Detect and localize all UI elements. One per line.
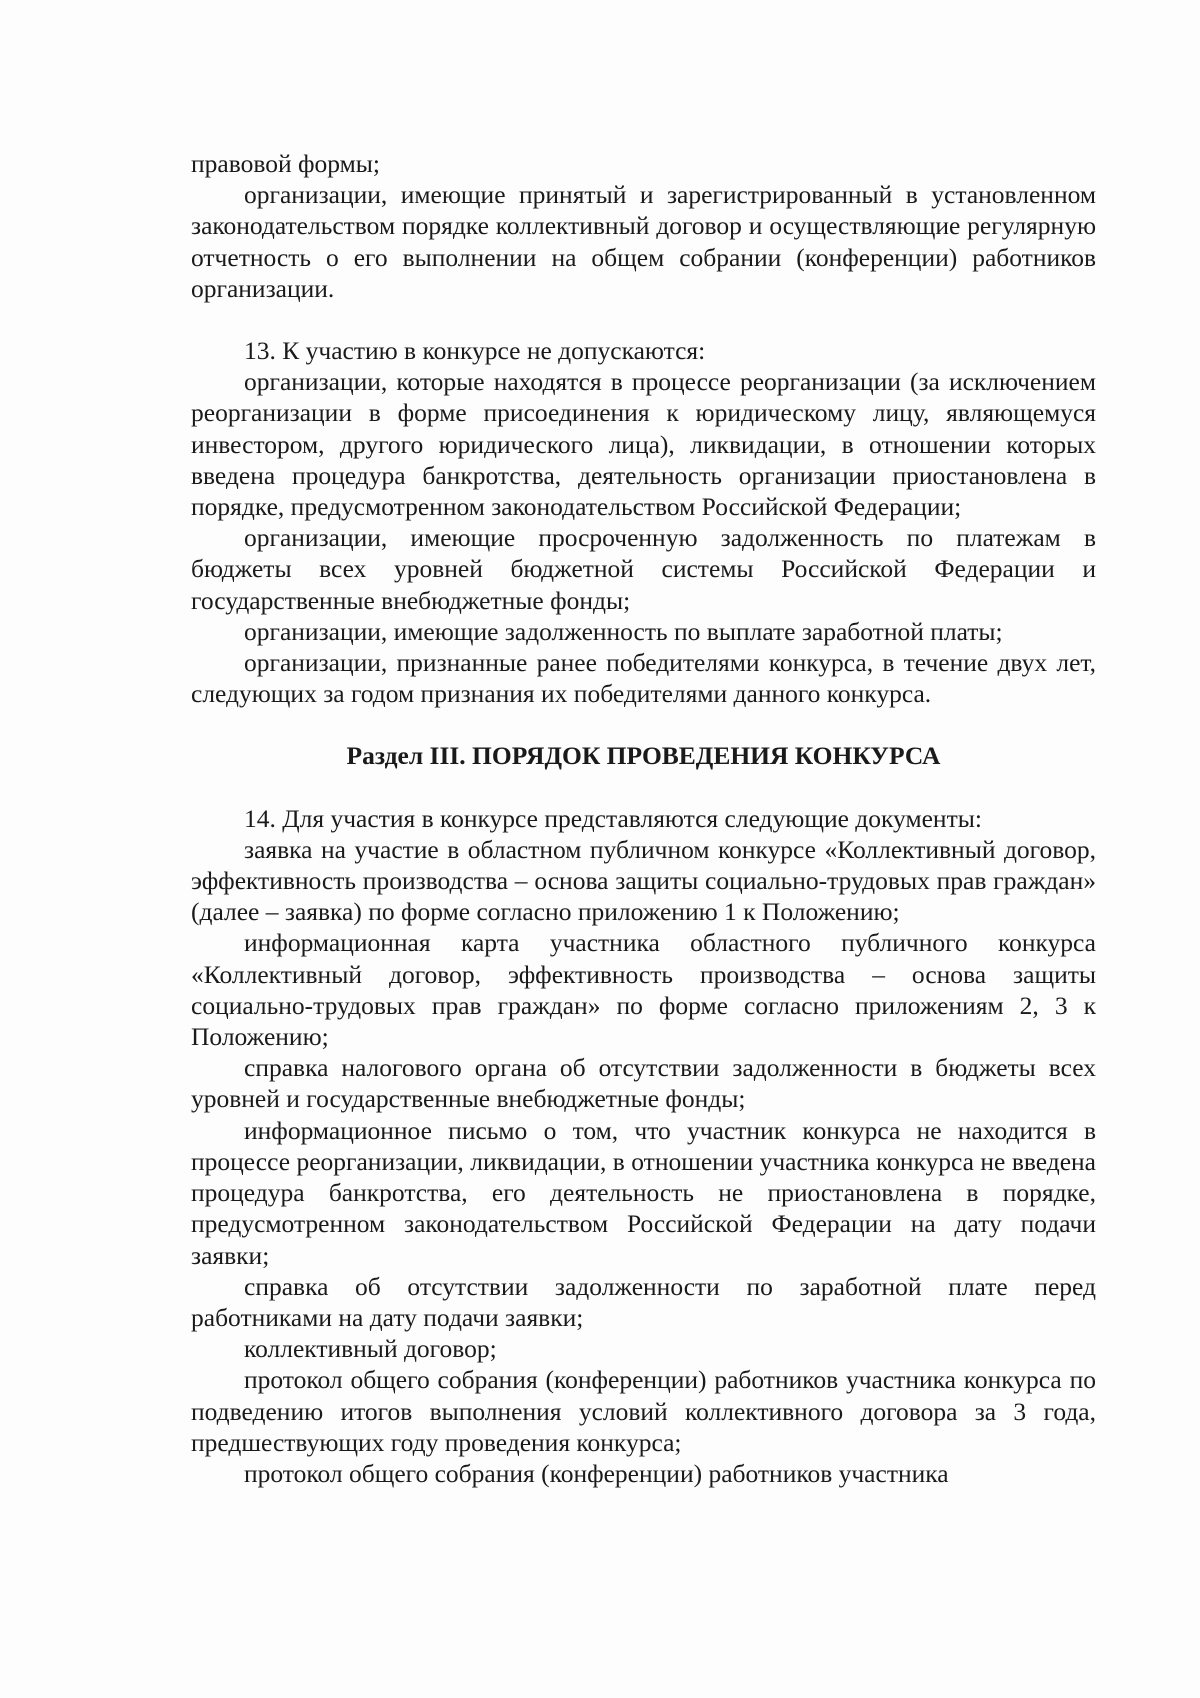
- section-14-item: справка налогового органа об отсутствии задолженности в бюджеты всех уровней и государственные внебюджетные фонды;: [191, 1053, 1096, 1114]
- section-14-item: коллективный договор;: [244, 1334, 497, 1364]
- section-13-item: организации, признанные ранее победителями конкурса, в течение двух лет, следующих за годом признания их победителями данного конкурса.: [191, 648, 1096, 709]
- section-14-item: протокол общего собрания (конференции) работников участника: [244, 1458, 949, 1488]
- section-14-item: информационное письмо о том, что участник конкурса не находится в процессе реорганизации, ликвидации, в отношении участника конкурса не введена процедура банкротства, его деятельность не приостановлена в порядке, предусмотренном законодательством Российской Федерации на дату подачи заявки;: [191, 1115, 1096, 1270]
- section-14-title: 14. Для участия в конкурсе представляются следующие документы:: [244, 803, 982, 833]
- paragraph-organizations-collective-agreement: организации, имеющие принятый и зарегистрированный в установленном законодательством порядке коллективный договор и осуществляющие регулярную отчетность о его выполнении на общем собрании (конференции) работников организации.: [191, 180, 1096, 303]
- section-14-item: протокол общего собрания (конференции) работников участника конкурса по подведению итогов выполнения условий коллективного договора за 3 года, предшествующих году проведения конкурса;: [191, 1365, 1096, 1457]
- section-14-item: информационная карта участника областного публичного конкурса «Коллективный договор, эффективность производства – основа защиты социально-трудовых прав граждан» по форме согласно приложениям 2, 3 к Положению;: [191, 928, 1096, 1052]
- section-14-item: заявка на участие в областном публичном конкурсе «Коллективный договор, эффективность производства – основа защиты социально-трудовых прав граждан» (далее – заявка) по форме согласно приложению 1 к Положению;: [191, 834, 1096, 927]
- section-13-item: организации, имеющие просроченную задолженность по платежам в бюджеты всех уровней бюджетной системы Российской Федерации и государственные внебюджетные фонды;: [191, 523, 1096, 615]
- section-13-item: организации, имеющие задолженность по выплате заработной платы;: [244, 616, 1003, 646]
- document-body: [191, 148, 1096, 1489]
- section-heading: Раздел III. ПОРЯДОК ПРОВЕДЕНИЯ КОНКУРСА: [346, 741, 941, 771]
- section-13-item: организации, которые находятся в процессе реорганизации (за исключением реорганизации в форме присоединения к юридическому лицу, являющемуся инвестором, другого юридического лица), ликвидации, в отношении которых введена процедура банкротства, деятельность организации приостановлена в порядке, предусмотренном законодательством Российской Федерации;: [191, 367, 1096, 522]
- section-13-title: 13. К участию в конкурсе не допускаются:: [244, 336, 706, 366]
- section-14-item: справка об отсутствии задолженности по заработной плате перед работниками на дату подачи заявки;: [191, 1271, 1096, 1332]
- paragraph-legal-form: правовой формы;: [191, 149, 380, 178]
